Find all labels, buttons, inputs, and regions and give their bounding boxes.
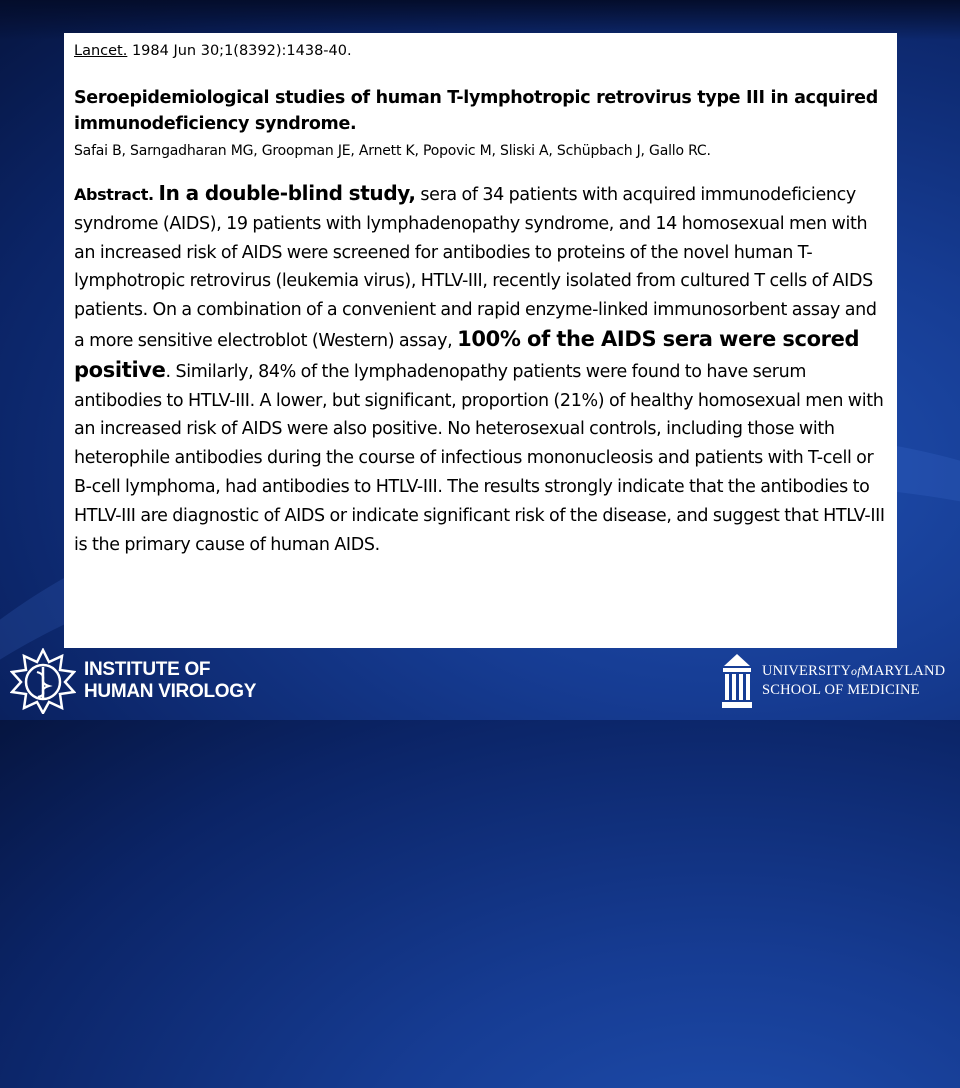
abstract-body	[74, 179, 887, 559]
abstract-label: Abstract.	[74, 185, 154, 204]
abstract-emphasis-study-design: In a double-blind study,	[158, 181, 416, 205]
article-authors: Safai B, Sarngadharan MG, Groopman JE, Arnett K, Popovic M, Sliski A, Schüpbach J, Gallo RC.	[74, 143, 711, 159]
ihv-logo	[10, 648, 270, 714]
ihv-line-2: HUMAN VIROLOGY	[84, 681, 257, 702]
ihv-seal-icon	[10, 648, 76, 714]
ihv-line-1: INSTITUTE OF	[84, 659, 211, 680]
abstract-text-part-2: . Similarly, 84% of the lymphadenopathy patients were found to have serum antibodies to HTLV-III. A lower, but significant, proportion (21%) of healthy homosexual men with an increased risk of AIDS were also positive. No heterosexual controls, including those with heterophile antibodies during the course of infectious mononucleosis and patients with T-cell or B-cell lymphoma, had antibodies to HTLV-III. The results strongly indicate that the antibodies to HTLV-III are diagnostic of AIDS or indicate significant risk of the disease, and suggest that HTLV-III is the primary cause of human AIDS.	[74, 361, 885, 555]
umd-of: of	[851, 664, 861, 678]
journal-link[interactable]: Lancet.	[74, 43, 128, 59]
citation-line	[74, 39, 887, 63]
umd-building-icon	[720, 652, 754, 710]
abstract-emphasis-result: 100% of the AIDS sera were scored positive	[74, 326, 860, 382]
umd-wordmark	[762, 662, 945, 700]
article-title: Seroepidemiological studies of human T-lymphotropic retrovirus type III in acquired immunodeficiency syndrome.	[74, 88, 878, 134]
abstract-text-part-1: sera of 34 patients with acquired immunodeficiency syndrome (AIDS), 19 patients with lymphadenopathy syndrome, and 14 homosexual men with an increased risk of AIDS were screened for antibodies to proteins of the novel human T-lymphotropic retrovirus (leukemia virus), HTLV-III, recently isolated from cultured T cells of AIDS patients. On a combination of a convenient and rapid enzyme-linked immunosorbent assay and a more sensitive electroblot (Western) assay,	[74, 185, 877, 351]
umd-logo	[720, 650, 955, 712]
umd-maryland: MARYLAND	[860, 663, 946, 679]
abstract-card	[64, 33, 897, 648]
umd-line-1	[762, 662, 945, 681]
ihv-wordmark	[84, 659, 256, 703]
umd-university: UNIVERSITY	[762, 663, 851, 679]
citation-details: 1984 Jun 30;1(8392):1438-40.	[127, 43, 352, 59]
umd-line-2: SCHOOL OF MEDICINE	[762, 682, 920, 698]
